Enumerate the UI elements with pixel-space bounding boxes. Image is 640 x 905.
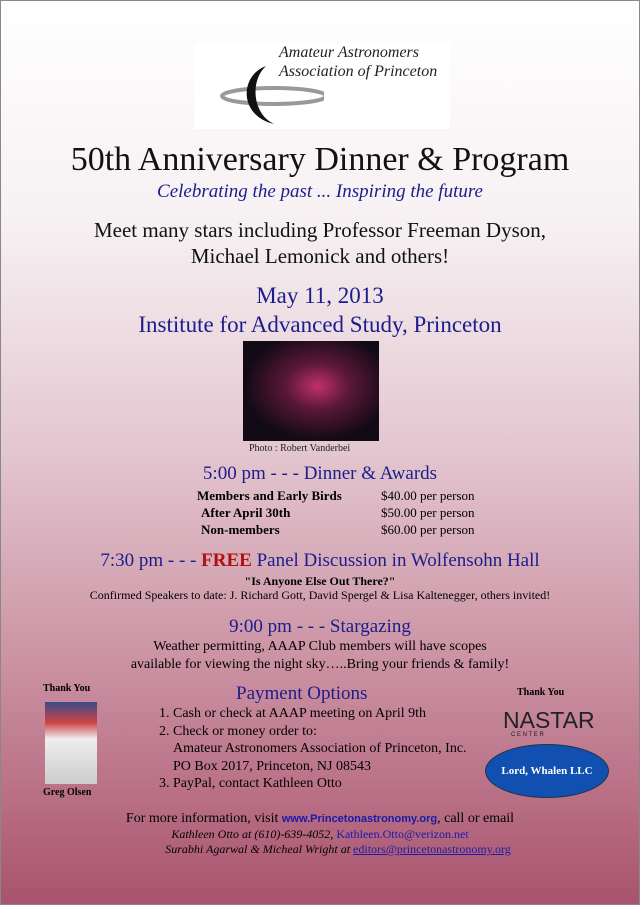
payment-item: 3. PayPal, contact Kathleen Otto — [159, 776, 342, 791]
panel-heading — [1, 550, 639, 572]
title: 50th Anniversary Dinner & Program — [70, 141, 570, 178]
stars-text — [1, 217, 639, 269]
stars-line2: Michael Lemonick and others! — [190, 244, 450, 268]
nastar-logo: NASTAR — [503, 707, 595, 733]
logo-line2: Association of Princeton — [279, 63, 438, 80]
kathleen-line — [1, 827, 639, 842]
logo-text — [279, 43, 437, 81]
info-post: , call or email — [437, 811, 515, 826]
price-value: $50.00 per person — [381, 505, 475, 520]
nastar-center: C E N T E R — [511, 732, 544, 738]
payment-item: 1. Cash or check at AAAP meeting on April 9th — [159, 706, 426, 721]
event-info — [1, 281, 639, 339]
kathleen-email-link[interactable]: Kathleen.Otto@verizon.net — [336, 827, 469, 841]
stars-line1: Meet many stars including Professor Freeman Dyson, — [93, 218, 546, 242]
price-value: $40.00 per person — [381, 488, 475, 503]
tagline: Celebrating the past ... Inspiring the future — [157, 181, 483, 202]
free-label: FREE — [201, 550, 252, 571]
photo-credit: Photo : Robert Vanderbei — [249, 443, 351, 454]
panel-subtitle: "Is Anyone Else Out There?" — [244, 574, 396, 588]
editors-email-link[interactable]: editors@princetonastronomy.org — [353, 842, 511, 856]
logo-line1: Amateur Astronomers — [279, 44, 419, 61]
website-link[interactable]: www.Princetonastronomy.org — [281, 813, 438, 825]
payment-heading: Payment Options — [236, 683, 368, 704]
panel-title: Panel Discussion in Wolfensohn Hall — [251, 550, 540, 571]
price-label: Non-members — [201, 522, 280, 537]
nebula-photo — [243, 341, 379, 441]
price-label: After April 30th — [201, 505, 291, 520]
date: May 11, 2013 — [256, 283, 384, 308]
editors-contact: Surabhi Agarwal & Micheal Wright at — [165, 842, 354, 856]
stargazing-line1: Weather permitting, AAAP Club members will have scopes — [153, 639, 487, 654]
price-label: Members and Early Birds — [197, 488, 342, 503]
stargazing-text — [1, 638, 639, 674]
panel-time: 7:30 pm - - - — [100, 550, 202, 571]
astronaut-photo — [45, 702, 97, 784]
payment-address: Amateur Astronomers Association of Princeton, Inc. — [173, 741, 467, 756]
speakers: Confirmed Speakers to date: J. Richard Gott, David Spergel & Lisa Kaltenegger, others invited! — [89, 588, 551, 602]
thank-you-left: Thank You — [43, 683, 91, 694]
aaap-logo — [194, 43, 450, 129]
thank-you-right: Thank You — [517, 687, 565, 698]
info-pre: For more information, visit — [125, 811, 282, 826]
dinner-heading: 5:00 pm - - - Dinner & Awards — [202, 463, 438, 484]
editors-line — [1, 842, 639, 857]
stargazing-heading: 9:00 pm - - - Stargazing — [229, 616, 411, 637]
kathleen-contact: Kathleen Otto at (610)-639-4052, — [171, 827, 337, 841]
price-value: $60.00 per person — [381, 522, 475, 537]
greg-olsen-label: Greg Olsen — [43, 787, 92, 798]
info-line — [1, 811, 639, 827]
payment-list — [159, 705, 467, 793]
venue: Institute for Advanced Study, Princeton — [138, 312, 502, 337]
payment-address: PO Box 2017, Princeton, NJ 08543 — [173, 758, 371, 774]
payment-item: 2. Check or money order to: — [159, 723, 317, 739]
stargazing-line2: available for viewing the night sky…..Bring your friends & family! — [130, 657, 510, 672]
lord-whalen-logo: Lord, Whalen LLC — [485, 744, 609, 798]
